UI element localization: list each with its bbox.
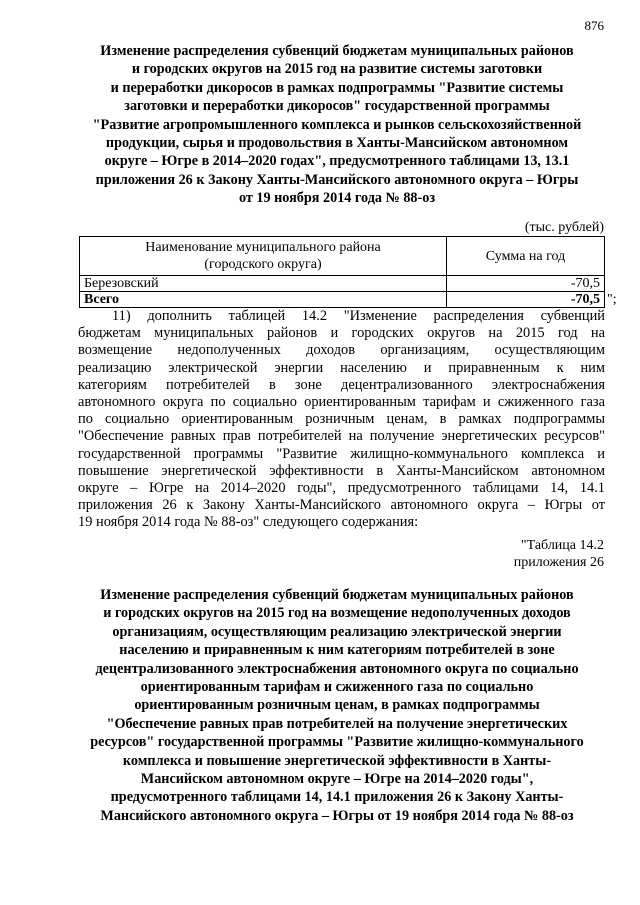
title-line: предусмотренного таблицами 14, 14.1 приложения 26 к Закону Ханты- [110, 789, 564, 806]
paragraph-line: возмещение недополученных доходов организациям, осуществляющим [78, 342, 605, 359]
cell-total-sum: -70,5 [447, 292, 605, 308]
closing-quote: "; [607, 292, 617, 307]
title-line: Мансийского автономного округа – Югры от 19 ноября 2014 года № 88-оз [100, 807, 574, 824]
title-line: заготовки и переработки дикоросов" государственной программы [124, 98, 550, 115]
title-line: ориентированным розничным ценам, в рамках подпрограммы [134, 697, 540, 714]
paragraph-line: 11) дополнить таблицей 14.2 "Изменение распределения субвенций [112, 308, 605, 324]
cell-total-label: Всего [80, 292, 447, 308]
paragraph-line: автономного округа по социально ориентированным тарифам и сжиженного газа [78, 394, 605, 411]
title-line: "Обеспечение равных прав потребителей на получение энергетических [106, 715, 568, 732]
paragraph-line: реализацию электрической энергии населению и приравненным к ним [78, 359, 605, 376]
section-title-subventions-wild-plants [72, 42, 602, 208]
section-title-subventions-energy [72, 586, 602, 825]
unit-label: (тыс. рублей) [524, 220, 604, 235]
title-line: Мансийском автономном округе – Югре на 2014–2020 годы", [140, 771, 534, 788]
paragraph-line: категориям потребителей в зоне децентрализованного электроснабжения [78, 376, 605, 393]
title-line: приложения 26 к Закону Ханты-Мансийского автономного округа – Югры [95, 171, 579, 188]
table-reference-line: приложения 26 [513, 555, 604, 570]
table-reference [484, 537, 604, 571]
title-line: Изменение распределения субвенций бюджетам муниципальных районов [100, 587, 574, 603]
title-line: ресурсов" государственной программы "Развитие жилищно-коммунального [90, 734, 584, 751]
title-line: и городских округов на 2015 год на возмещение недополученных доходов [103, 605, 571, 622]
header-municipality-line1: Наименование муниципального района [145, 240, 381, 255]
title-line: Изменение распределения субвенций бюджетам муниципальных районов [100, 43, 574, 59]
header-municipality-line2: (городского округа) [204, 257, 322, 272]
title-line: ориентированным тарифам и сжиженного газа по социально [140, 679, 534, 696]
title-line: комплекса и повышение энергетической эффективности в Ханты- [122, 752, 552, 769]
paragraph-line: приложения 26 к Закону Ханты-Мансийского автономного округа – Югры от [78, 497, 605, 514]
paragraph-line: округе – Югре на 2014–2020 годы", предусмотренного таблицами 14, 14.1 [78, 480, 605, 497]
title-line: населению и приравненным к ним категориям потребителей в зоне [119, 642, 555, 659]
table-reference-line: "Таблица 14.2 [520, 538, 604, 553]
paragraph-line: по социально ориентированным розничным ценам, в рамках подпрограммы [78, 411, 605, 428]
table-header-row [80, 237, 605, 276]
paragraph-line: повышение энергетической эффективности в Ханты-Мансийском автономном [78, 462, 605, 479]
title-line: "Развитие агропромышленного комплекса и рынков сельскохозяйственной [92, 116, 582, 133]
page-number: 876 [584, 18, 604, 33]
header-municipality [80, 237, 447, 276]
table-row-total [80, 292, 605, 308]
paragraph-line: "Обеспечение равных прав потребителей на получение энергетических ресурсов" [78, 428, 605, 445]
cell-sum: -70,5 [447, 276, 605, 292]
paragraph-line: 19 ноября 2014 года № 88-оз" следующего содержания: [78, 514, 419, 531]
amendment-paragraph [78, 308, 605, 532]
cell-municipality: Березовский [80, 276, 447, 292]
table-row [80, 276, 605, 292]
header-sum: Сумма на год [447, 237, 605, 276]
title-line: от 19 ноября 2014 года № 88-оз [238, 190, 436, 207]
subvention-table [79, 236, 605, 308]
paragraph-line: государственной программы "Развитие жилищно-коммунального комплекса и [78, 445, 605, 462]
title-line: децентрализованного электроснабжения автономного округа по социально [95, 660, 579, 677]
title-line: продукции, сырья и продовольствия в Ханты-Мансийском автономном [105, 135, 569, 152]
paragraph-line: бюджетам муниципальных районов и городских округов на 2015 год на [78, 325, 605, 342]
title-line: и городских округов на 2015 год на развитие системы заготовки [131, 61, 543, 78]
title-line: организациям, осуществляющим реализацию электрической энергии [112, 623, 562, 640]
title-line: округе – Югре в 2014–2020 годах", предусмотренного таблицами 13, 13.1 [104, 153, 570, 170]
title-line: и переработки дикоросов в рамках подпрограммы "Развитие системы [110, 79, 564, 96]
